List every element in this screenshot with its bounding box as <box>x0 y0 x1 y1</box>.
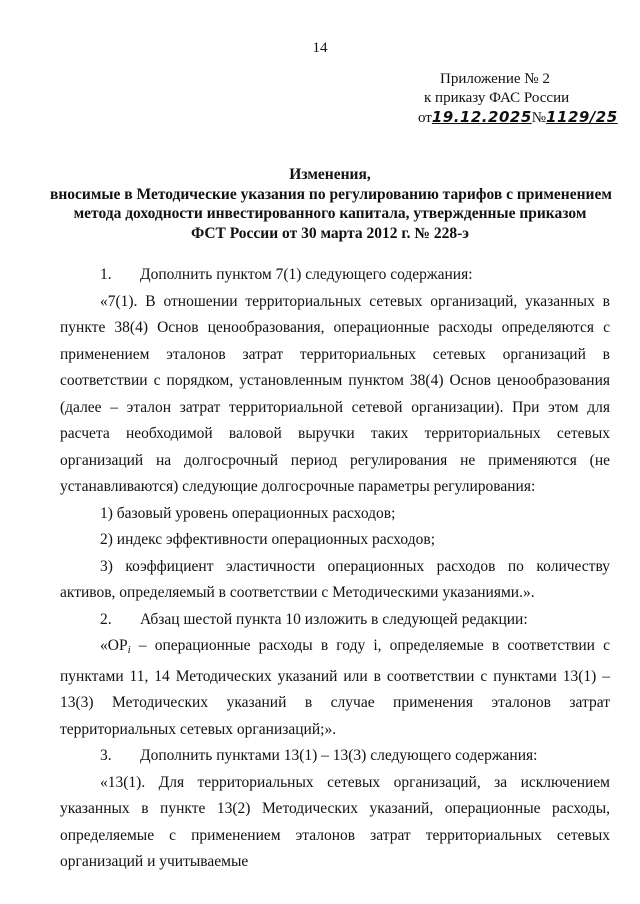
op-subscript: i <box>127 644 131 656</box>
appendix-order-ref: к приказу ФАС России <box>424 90 570 106</box>
item-2-number: 2. <box>100 610 112 628</box>
item-1-number: 1. <box>100 266 112 283</box>
paragraph-op-definition <box>60 633 610 743</box>
item-2-text: Абзац шестой пункта 10 изложить в следующей редакции: <box>140 610 528 628</box>
page-number: 14 <box>312 40 328 56</box>
item-3-text: Дополнить пунктами 13(1) – 13(3) следующего содержания: <box>140 747 538 764</box>
list-item-1: 1) базовый уровень операционных расходов; <box>100 504 396 522</box>
paragraph-7-1: «7(1). В отношении территориальных сетевых организаций, указанных в пункте 38(4) Основ ценообразования, операционные расходы определяются с применением эталонов затрат территориальных сетевых организаций в соответствии с порядком, установленным пунктом 38(4) Основ ценообразования (далее – эталон затрат территориальной сетевой организации). При этом для расчета необходимой валовой выручки таких территориальных сетевых организаций на долгосрочный период регулирования не применяются (не устанавливаются) следующие долгосрочные параметры регулирования: <box>60 292 610 495</box>
title-line-3: метода доходности инвестированного капитала, утвержденные приказом <box>73 205 587 222</box>
number-prefix: № <box>531 110 547 126</box>
list-item-2: 2) индекс эффективности операционных расходов; <box>100 531 435 548</box>
item-1 <box>60 262 610 289</box>
item-3 <box>60 743 610 770</box>
date-prefix: от <box>418 110 432 126</box>
item-2 <box>60 607 610 634</box>
title-line-1: Изменения, <box>289 166 371 183</box>
op-symbol: «OP <box>100 637 128 654</box>
appendix-title: Приложение № 2 <box>440 71 550 87</box>
handwritten-number: 1129/25 <box>546 108 618 126</box>
handwritten-date: 19.12.2025 <box>431 108 532 126</box>
appendix-date-number <box>418 108 618 128</box>
op-definition-text: – операционные расходы в году i, определяемые в соответствии с пунктами 11, 14 Методических указаний или в соответствии с пунктами 13(1) – 13(3) Методических указаний в случае применения эталонов затрат территориальных сетевых организаций;». <box>60 637 610 738</box>
appendix-header <box>418 70 618 128</box>
list-item-3: 3) коэффициент эластичности операционных расходов по количеству активов, определяемый в соответствии с Методическими указаниями.». <box>60 557 610 601</box>
title-line-2: вносимые в Методические указания по регулированию тарифов с применением <box>50 185 612 203</box>
document-body <box>60 262 610 876</box>
item-1-text: Дополнить пунктом 7(1) следующего содержания: <box>140 266 473 283</box>
document-title <box>50 165 610 243</box>
paragraph-13-1: «13(1). Для территориальных сетевых организаций, за исключением указанных в пункте 13(2) Методических указаний, операционные расходы, определяемые с применением эталонов затрат территориальных сетевых организаций и учитываемые <box>60 773 610 870</box>
item-3-number: 3. <box>100 747 112 764</box>
title-line-4: ФСТ России от 30 марта 2012 г. № 228-э <box>191 224 469 242</box>
